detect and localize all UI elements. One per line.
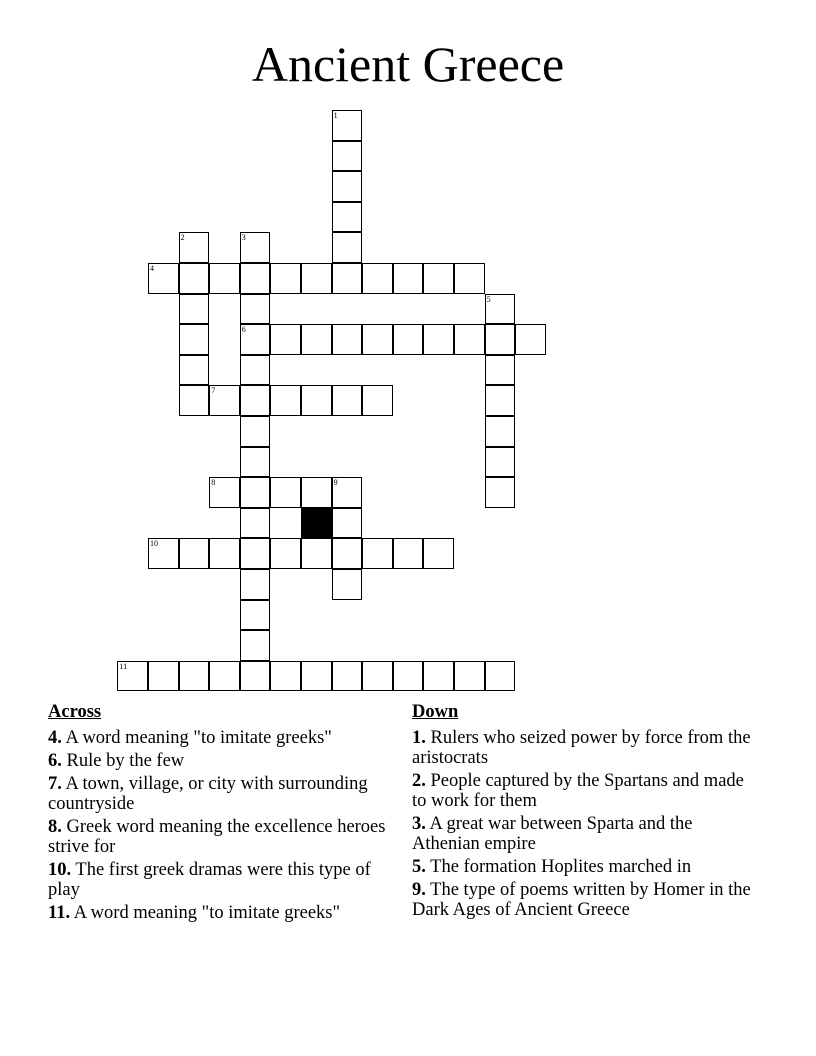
grid-cell[interactable]: [301, 661, 332, 692]
grid-cell[interactable]: [179, 385, 210, 416]
grid-cell[interactable]: [362, 661, 393, 692]
down-clue: [412, 728, 757, 768]
down-clue: [412, 814, 757, 854]
grid-cell[interactable]: [332, 385, 363, 416]
grid-cell[interactable]: [240, 232, 271, 263]
clue-number: 4: [150, 264, 154, 273]
grid-cell[interactable]: [454, 661, 485, 692]
grid-cell[interactable]: [148, 538, 179, 569]
grid-cell[interactable]: [240, 661, 271, 692]
grid-cell[interactable]: [393, 263, 424, 294]
grid-cell[interactable]: [240, 630, 271, 661]
grid-cell[interactable]: [332, 110, 363, 141]
across-clue: [48, 817, 393, 857]
clue-number: 5: [486, 294, 491, 304]
clue-number: 3: [241, 233, 246, 243]
grid-cell[interactable]: [240, 294, 271, 325]
grid-cell[interactable]: [240, 538, 271, 569]
across-clue: [48, 860, 393, 900]
grid-cell[interactable]: [301, 538, 332, 569]
grid-cell[interactable]: [240, 447, 271, 478]
grid-cell[interactable]: [332, 202, 363, 233]
across-heading: Across: [48, 702, 102, 722]
grid-cell[interactable]: [423, 538, 454, 569]
grid-cell[interactable]: [240, 600, 271, 631]
grid-block-cell: [301, 508, 332, 539]
grid-cell[interactable]: [270, 263, 301, 294]
grid-cell[interactable]: [362, 263, 393, 294]
grid-cell[interactable]: [485, 477, 516, 508]
grid-cell[interactable]: [332, 324, 363, 355]
clue-number: 1.: [412, 728, 426, 748]
grid-cell[interactable]: [209, 385, 240, 416]
clue-text: The first greek dramas were this type of play: [48, 860, 371, 900]
grid-cell[interactable]: [270, 477, 301, 508]
grid-cell[interactable]: [179, 263, 210, 294]
clue-text: Rule by the few: [61, 751, 185, 771]
grid-cell[interactable]: [148, 661, 179, 692]
grid-cell[interactable]: [362, 538, 393, 569]
grid-cell[interactable]: [240, 263, 271, 294]
grid-cell[interactable]: [423, 263, 454, 294]
grid-cell[interactable]: [332, 538, 363, 569]
grid-cell[interactable]: [485, 324, 516, 355]
clue-number: 8: [211, 478, 216, 488]
grid-cell[interactable]: [301, 324, 332, 355]
grid-cell[interactable]: [332, 661, 363, 692]
grid-cell[interactable]: [332, 569, 363, 600]
clue-number: 6.: [48, 751, 62, 771]
grid-cell[interactable]: [179, 294, 210, 325]
clue-text: A word meaning "to imitate greeks": [70, 903, 341, 923]
clue-number: 10: [150, 539, 158, 549]
page-title: Ancient Greece: [251, 36, 565, 92]
grid-cell[interactable]: [240, 385, 271, 416]
clue-number: 2: [180, 233, 185, 243]
grid-cell[interactable]: [240, 416, 271, 447]
grid-cell[interactable]: [332, 232, 363, 263]
grid-cell[interactable]: [117, 661, 148, 692]
grid-cell[interactable]: [179, 661, 210, 692]
grid-cell[interactable]: [301, 263, 332, 294]
grid-cell[interactable]: [240, 355, 271, 386]
clue-text: A great war between Sparta and the Athenian empire: [412, 814, 693, 854]
clue-number: 5.: [412, 857, 426, 877]
grid-cell[interactable]: [148, 263, 179, 294]
down-clue: [412, 771, 757, 811]
clue-number: 8.: [48, 817, 62, 837]
clue-number: 9.: [412, 880, 426, 900]
grid-cell[interactable]: [240, 324, 271, 355]
across-clue: [48, 728, 393, 748]
across-clue: [48, 751, 393, 771]
grid-cell[interactable]: [332, 171, 363, 202]
grid-cell[interactable]: [332, 508, 363, 539]
grid-cell[interactable]: [270, 661, 301, 692]
grid-cell[interactable]: [240, 569, 271, 600]
clue-number: 1: [333, 111, 338, 120]
grid-cell[interactable]: [209, 538, 240, 569]
grid-cell[interactable]: [454, 324, 485, 355]
grid-cell[interactable]: [270, 385, 301, 416]
grid-cell[interactable]: [485, 294, 516, 325]
clue-number: 2.: [412, 771, 426, 791]
down-clue: [412, 880, 757, 920]
clue-text: Rulers who seized power by force from the aristocrats: [412, 728, 751, 768]
grid-cell[interactable]: [270, 324, 301, 355]
down-clue: [412, 857, 757, 877]
grid-cell[interactable]: [515, 324, 546, 355]
grid-cell[interactable]: [301, 385, 332, 416]
clue-number: 3.: [412, 814, 426, 834]
grid-cell[interactable]: [179, 355, 210, 386]
grid-cell[interactable]: [179, 538, 210, 569]
grid-cell[interactable]: [423, 661, 454, 692]
grid-cell[interactable]: [393, 661, 424, 692]
clue-number: 7: [211, 386, 216, 396]
grid-cell[interactable]: [240, 508, 271, 539]
across-clue: [48, 774, 393, 814]
clue-number: 11: [119, 661, 128, 671]
across-clues: [48, 702, 393, 926]
grid-cell[interactable]: [179, 324, 210, 355]
grid-cell[interactable]: [485, 661, 516, 692]
grid-cell[interactable]: [454, 263, 485, 294]
grid-cell[interactable]: [485, 447, 516, 478]
clue-number: 7.: [48, 774, 62, 794]
grid-cell[interactable]: [362, 385, 393, 416]
down-clues: [412, 702, 757, 923]
grid-cell[interactable]: [332, 477, 363, 508]
clue-text: The type of poems written by Homer in the Dark Ages of Ancient Greece: [412, 880, 751, 920]
grid-cell[interactable]: [332, 141, 363, 172]
clue-number: 6: [241, 325, 246, 335]
grid-cell[interactable]: [179, 232, 210, 263]
down-heading: Down: [412, 702, 459, 722]
clue-text: A town, village, or city with surrounding countryside: [48, 774, 368, 814]
clue-text: A word meaning "to imitate greeks": [61, 728, 332, 748]
across-clue: [48, 903, 393, 923]
clue-text: Greek word meaning the excellence heroes strive for: [48, 817, 386, 857]
clue-number: 10.: [48, 860, 72, 880]
grid-cell[interactable]: [362, 324, 393, 355]
grid-cell[interactable]: [393, 324, 424, 355]
grid-cell[interactable]: [485, 416, 516, 447]
clue-text: The formation Hoplites marched in: [425, 857, 692, 877]
grid-cell[interactable]: [209, 477, 240, 508]
clue-number: 9: [333, 478, 338, 488]
grid-cell[interactable]: [485, 385, 516, 416]
grid-cell[interactable]: [270, 538, 301, 569]
clue-number: 11.: [48, 903, 71, 923]
grid-cell[interactable]: [485, 355, 516, 386]
grid-cell[interactable]: [393, 538, 424, 569]
grid-cell[interactable]: [209, 661, 240, 692]
grid-cell[interactable]: [332, 263, 363, 294]
grid-cell[interactable]: [423, 324, 454, 355]
clue-text: People captured by the Spartans and made to work for them: [412, 771, 744, 811]
grid-cell[interactable]: [301, 477, 332, 508]
grid-cell[interactable]: [209, 263, 240, 294]
grid-cell[interactable]: [240, 477, 271, 508]
clue-number: 4.: [48, 728, 62, 748]
